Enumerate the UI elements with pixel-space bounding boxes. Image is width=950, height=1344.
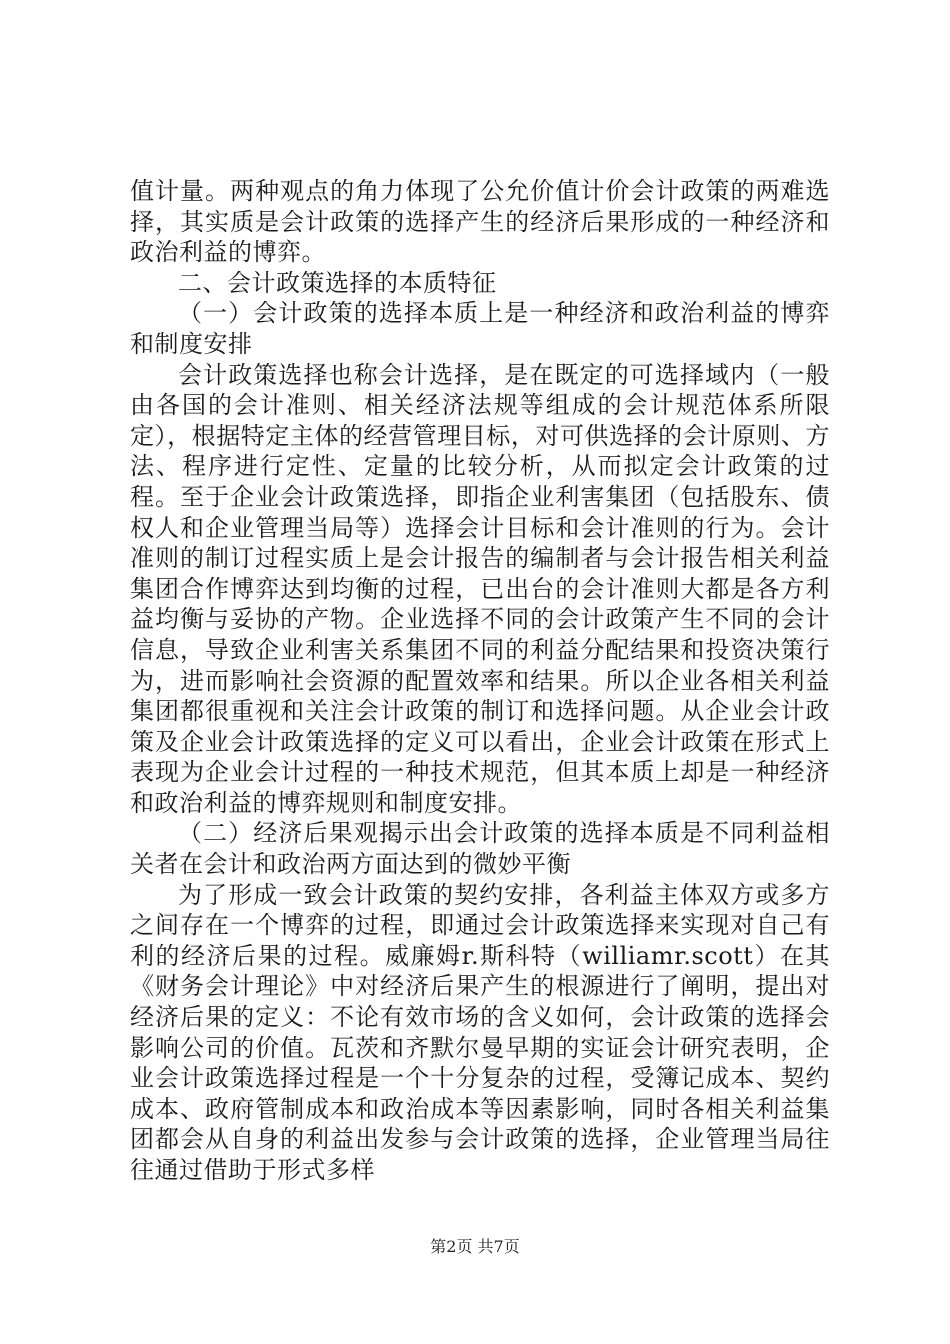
paragraph-2: 会计政策选择也称会计选择，是在既定的可选择域内（一般由各国的会计准则、相关经济法规等组成的会计规范体系所限定），根据特定主体的经营管理目标，对可供选择的会计原则、方法、程序进行定性、定量的比较分析，从而拟定会计政策的过程。至于企业会计政策选择，即指企业利害集团（包括股东、债权人和企业管理当局等）选择会计目标和会计准则的行为。会计准则的制订过程实质上是会计报告的编制者与会计报告相关利益集团合作博弈达到均衡的过程，已出台的会计准则大都是各方利益均衡与妥协的产物。企业选择不同的会计政策产生不同的会计信息，导致企业利害关系集团不同的利益分配结果和投资决策行为，进而影响社会资源的配置效率和结果。所以企业各相关利益集团都很重视和关注会计政策的制订和选择问题。从企业会计政策及企业会计政策选择的定义可以看出，企业会计政策在形式上表现为企业会计过程的一种技术规范，但其本质上却是一种经济和政治利益的博弈规则和制度安排。 xyxy=(130,360,830,817)
document-body xyxy=(130,176,830,1186)
subsection-heading-2-2: （二）经济后果观揭示出会计政策的选择本质是不同利益相关者在会计和政治两方面达到的微妙平衡 xyxy=(130,819,830,879)
paragraph-1: 值计量。两种观点的角力体现了公允价值计价会计政策的两难选择，其实质是会计政策的选择产生的经济后果形成的一种经济和政治利益的博弈。 xyxy=(130,177,830,267)
paragraph-3: 为了形成一致会计政策的契约安排，各利益主体双方或多方之间存在一个博弈的过程，即通过会计政策选择来实现对自己有利的经济后果的过程。威廉姆r.斯科特（williamr.scott）在其《财务会计理论》中对经济后果产生的根源进行了阐明，提出对经济后果的定义：不论有效市场的含义如何，会计政策的选择会影响公司的价值。瓦茨和齐默尔曼早期的实证会计研究表明，企业会计政策选择过程是一个十分复杂的过程，受簿记成本、契约成本、政府管制成本和政治成本等因素影响，同时各相关利益集团都会从自身的利益出发参与会计政策的选择，企业管理当局往往通过借助于形式多样 xyxy=(130,880,830,1184)
section-heading-2: 二、会计政策选择的本质特征 xyxy=(178,268,497,297)
subsection-heading-2-1: （一）会计政策的选择本质上是一种经济和政治利益的博弈和制度安排 xyxy=(130,299,830,358)
page-number-footer: 第2页 共7页 xyxy=(430,1237,520,1256)
